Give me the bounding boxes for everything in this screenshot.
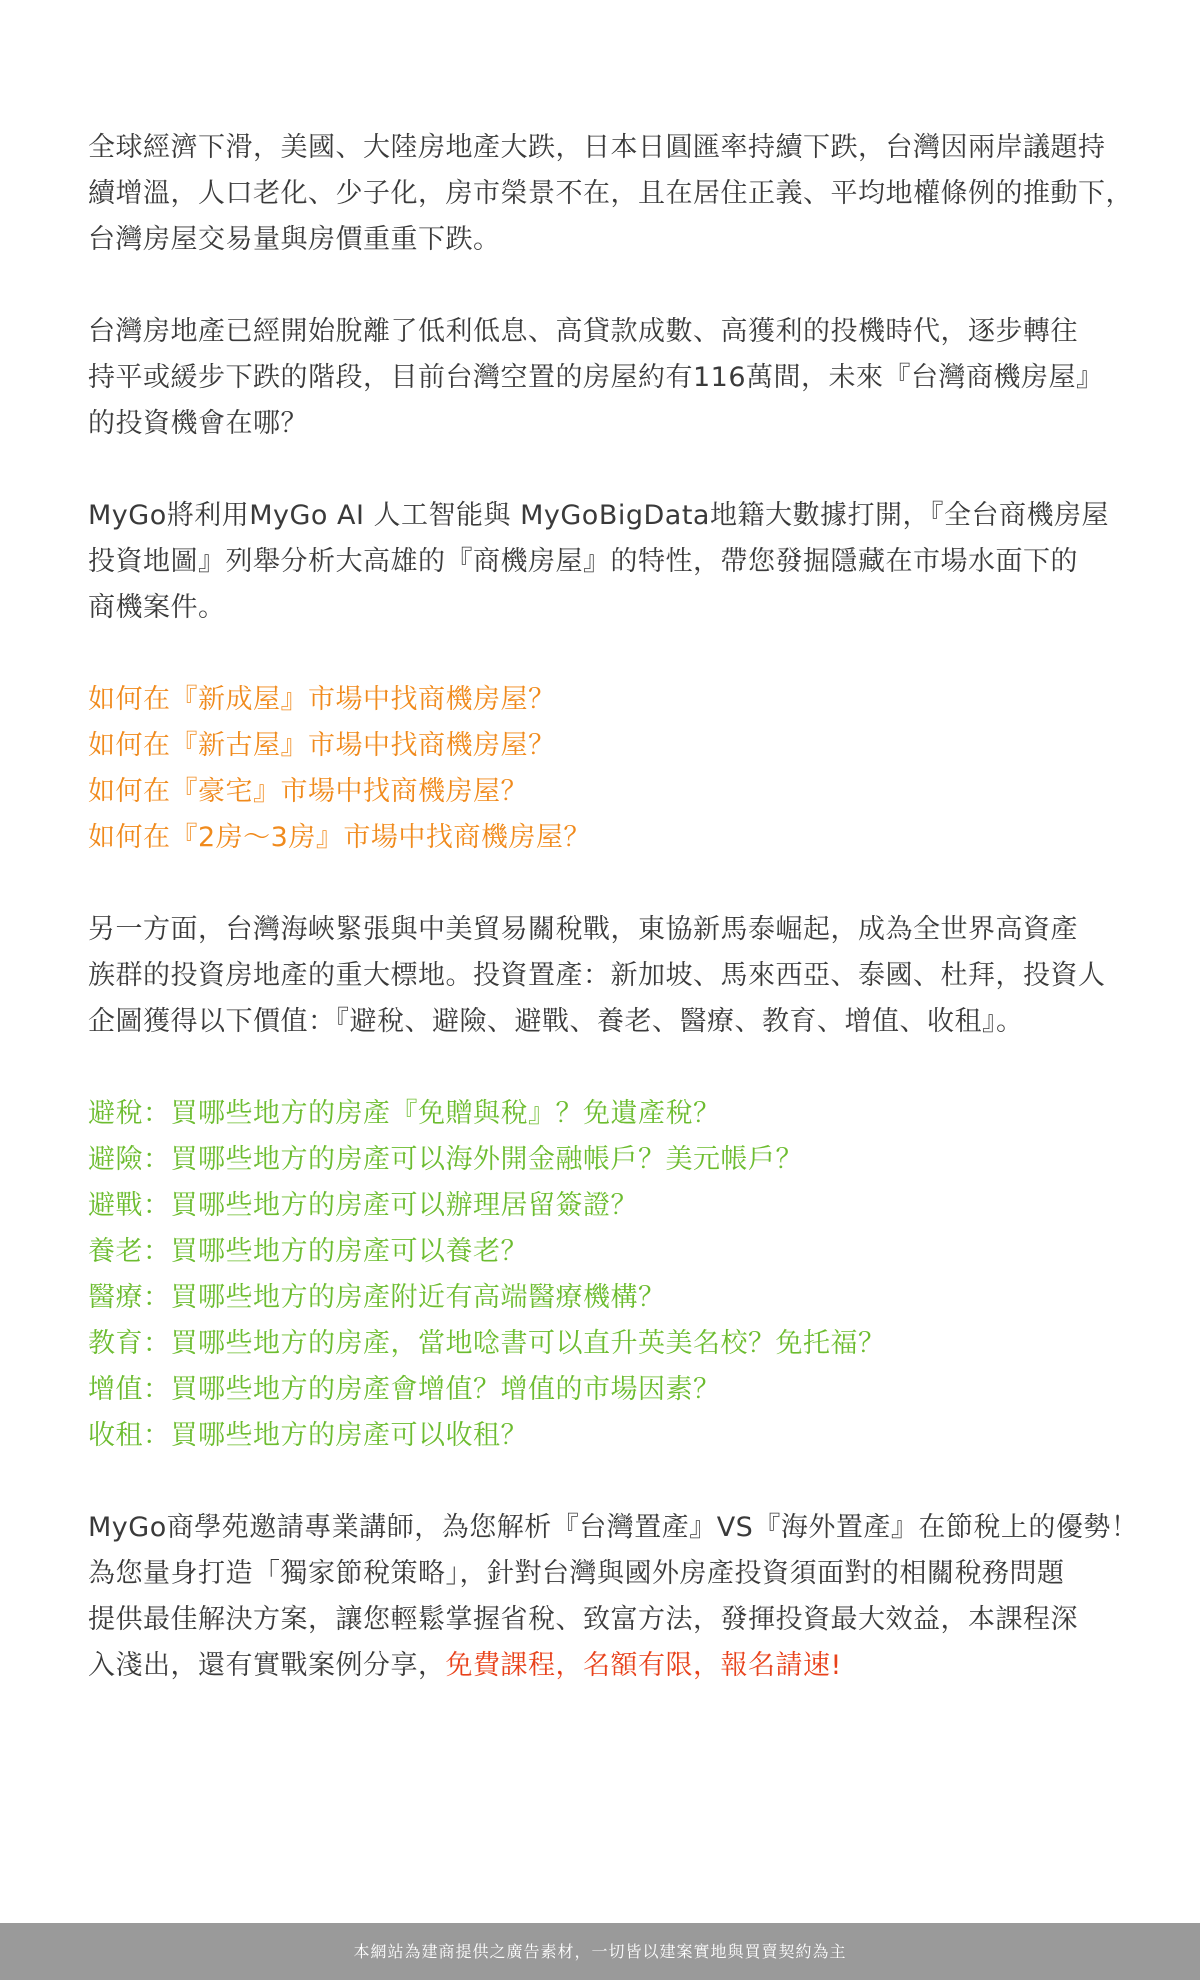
text-line: 台灣房地產已經開始脫離了低利低息、高貸款成數、高獲利的投機時代，逐步轉往 [88, 316, 1078, 347]
text-line: 企圖獲得以下價值：『避稅、避險、避戰、養老、醫療、教育、增值、收租』。 [88, 1006, 1024, 1037]
list-item: 如何在『豪宅』市場中找商機房屋？ [88, 776, 528, 807]
text-line: 提供最佳解決方案，讓您輕鬆掌握省稅、致富方法，發揮投資最大效益，本課程深 [88, 1604, 1078, 1635]
paragraph-course-invitation [88, 1505, 1168, 1689]
list-item: 養老：買哪些地方的房產可以養老？ [88, 1236, 528, 1267]
green-question-list [88, 1091, 1168, 1459]
text-line: 全球經濟下滑，美國、大陸房地產大跌，日本日圓匯率持續下跌，台灣因兩岸議題持 [88, 132, 1106, 163]
text-line: 台灣房屋交易量與房價重重下跌。 [88, 224, 501, 255]
article-body [88, 125, 1168, 1735]
text-line: MyGo商學苑邀請專業講師，為您解析『台灣置產』VS『海外置產』在節稅上的優勢！ [88, 1512, 1139, 1543]
list-item: 避稅：買哪些地方的房產『免贈與稅』？免遺產稅？ [88, 1098, 721, 1129]
list-item: 增值：買哪些地方的房產會增值？增值的市場因素？ [88, 1374, 721, 1405]
text-line: 族群的投資房地產的重大標地。投資置產：新加坡、馬來西亞、泰國、杜拜，投資人 [88, 960, 1106, 991]
paragraph-market-decline [88, 125, 1168, 263]
text-line: 為您量身打造「獨家節稅策略」，針對台灣與國外房產投資須面對的相關稅務問題 [88, 1558, 1065, 1589]
text-line: MyGo將利用MyGo AI 人工智能與 MyGoBigData地籍大數據打開，『全台商機房屋 [88, 500, 1109, 531]
text-line: 持平或緩步下跌的階段，目前台灣空置的房屋約有116萬間，未來『台灣商機房屋』 [88, 362, 1104, 393]
text-line [88, 1643, 1168, 1689]
text-segment: 入淺出，還有實戰案例分享， [88, 1650, 446, 1681]
text-line: 另一方面，台灣海峽緊張與中美貿易關稅戰，東協新馬泰崛起，成為全世界高資產 [88, 914, 1078, 945]
free-course-highlight: 免費課程，名額有限，報名請速! [445, 1650, 842, 1681]
list-item: 避戰：買哪些地方的房產可以辦理居留簽證？ [88, 1190, 638, 1221]
text-line: 商機案件。 [88, 592, 226, 623]
text-line: 投資地圖』列舉分析大高雄的『商機房屋』的特性，帶您發掘隱藏在市場水面下的 [88, 546, 1078, 577]
list-item: 如何在『2房～3房』市場中找商機房屋？ [88, 822, 591, 853]
footer-disclaimer-bar [0, 1923, 1200, 1980]
text-line: 的投資機會在哪？ [88, 408, 308, 439]
list-item: 教育：買哪些地方的房產，當地唸書可以直升英美名校？免托福？ [88, 1328, 886, 1359]
orange-question-list [88, 677, 1168, 861]
list-item: 如何在『新古屋』市場中找商機房屋？ [88, 730, 556, 761]
paragraph-overseas-investment [88, 907, 1168, 1045]
list-item: 如何在『新成屋』市場中找商機房屋？ [88, 684, 556, 715]
list-item: 避險：買哪些地方的房產可以海外開金融帳戶？美元帳戶？ [88, 1144, 803, 1175]
text-line: 續增溫，人口老化、少子化，房市榮景不在，且在居住正義、平均地權條例的推動下， [88, 178, 1133, 209]
footer-disclaimer: 本網站為建商提供之廣告素材，一切皆以建案實地與買賣契約為主 [353, 1942, 847, 1961]
list-item: 醫療：買哪些地方的房產附近有高端醫療機構？ [88, 1282, 666, 1313]
paragraph-mygo-ai [88, 493, 1168, 631]
list-item: 收租：買哪些地方的房產可以收租？ [88, 1420, 528, 1451]
paragraph-speculation-era [88, 309, 1168, 447]
